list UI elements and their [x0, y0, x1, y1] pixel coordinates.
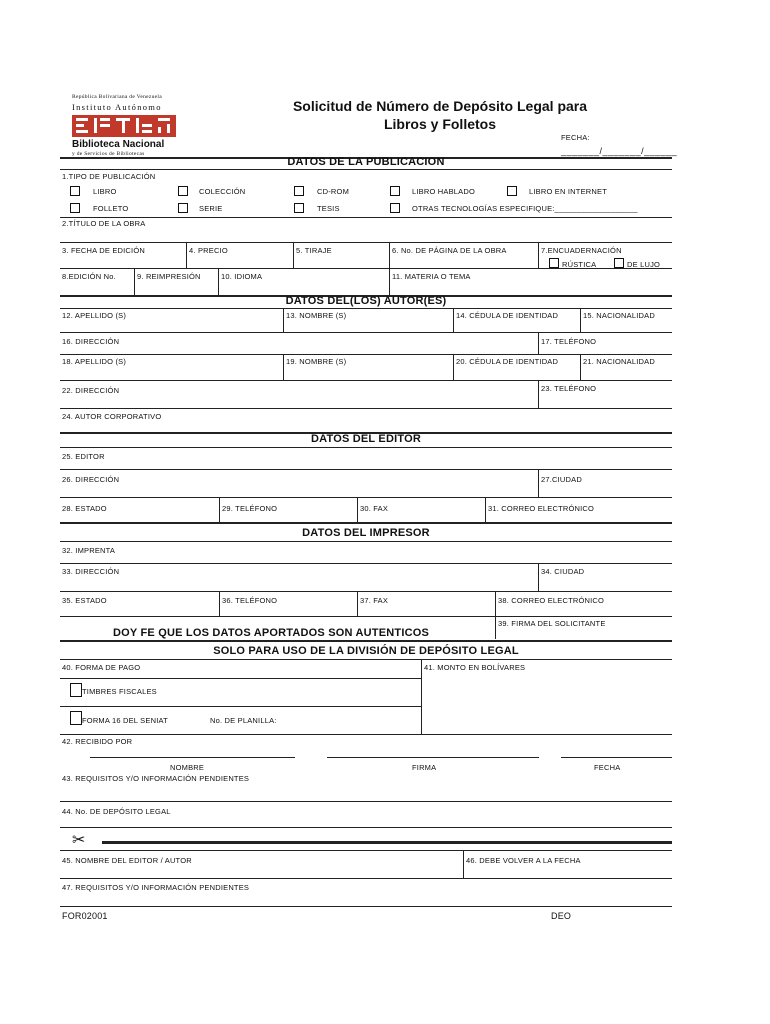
impresor-estado-label[interactable]: 35. ESTADO: [62, 596, 107, 605]
nombre-editor-45-label[interactable]: 45. NOMBRE DEL EDITOR / AUTOR: [62, 856, 192, 865]
declaracion-text: DOY FE QUE LOS DATOS APORTADOS SON AUTENTICOS: [113, 627, 430, 639]
planilla-label[interactable]: No. DE PLANILLA:: [210, 716, 277, 725]
divider: [60, 242, 672, 243]
section-title-impresor: DATOS DEL IMPRESOR: [302, 527, 430, 539]
divider: [60, 878, 672, 879]
divider: [538, 242, 539, 268]
checkbox-serie[interactable]: [178, 203, 188, 213]
option-otras: OTRAS TECNOLOGÍAS ESPECIFIQUE:___________________: [412, 204, 638, 213]
tipo-publicacion-label: 1.TIPO DE PUBLICACIÓN: [62, 172, 156, 181]
divider: [283, 308, 284, 332]
divider: [60, 268, 672, 269]
pagina-label[interactable]: 6. No. DE PÁGINA DE LA OBRA: [392, 246, 507, 255]
divider: [60, 332, 672, 333]
divider: [580, 354, 581, 380]
logo-name-text: Biblioteca Nacional: [72, 139, 165, 150]
checkbox-otras[interactable]: [390, 203, 400, 213]
option-folleto: FOLLETO: [93, 204, 129, 213]
checkbox-de-lujo[interactable]: [614, 258, 624, 268]
logo-emblem: [72, 115, 176, 137]
nombre-2-label[interactable]: 19. NOMBRE (S): [286, 357, 347, 366]
checkbox-coleccion[interactable]: [178, 186, 188, 196]
timbres-label: TIMBRES FISCALES: [82, 687, 157, 696]
forma-pago-label: 40. FORMA DE PAGO: [62, 663, 141, 672]
cedula-1-label[interactable]: 14. CÉDULA DE IDENTIDAD: [456, 311, 559, 320]
divider: [60, 497, 672, 498]
divider: [60, 380, 672, 381]
divider: [453, 354, 454, 380]
checkbox-timbres[interactable]: [70, 683, 82, 697]
editor-estado-label[interactable]: 28. ESTADO: [62, 504, 107, 513]
section-title-editor: DATOS DEL EDITOR: [311, 433, 421, 445]
fecha-edicion-label[interactable]: 3. FECHA DE EDICIÓN: [62, 246, 145, 255]
checkbox-libro-internet[interactable]: [507, 186, 517, 196]
option-libro-hablado: LIBRO HABLADO: [412, 187, 476, 196]
divider: [60, 217, 672, 218]
nombre-1-label[interactable]: 13. NOMBRE (S): [286, 311, 347, 320]
direccion-2-label[interactable]: 22. DIRECCIÓN: [62, 386, 120, 395]
option-tesis: TESIS: [317, 204, 340, 213]
impresor-ciudad-label[interactable]: 34. CIUDAD: [541, 567, 585, 576]
option-serie: SERIE: [199, 204, 223, 213]
requisitos-43-label[interactable]: 43. REQUISITOS Y/O INFORMACIÓN PENDIENTES: [62, 774, 250, 783]
edicion-no-label[interactable]: 8.EDICIÓN No.: [62, 272, 116, 281]
divider: [60, 563, 672, 564]
checkbox-folleto[interactable]: [70, 203, 80, 213]
editor-correo-label[interactable]: 31. CORREO ELECTRÓNICO: [488, 504, 595, 513]
tiraje-label[interactable]: 5. TIRAJE: [296, 246, 332, 255]
fecha-label: FECHA:: [561, 133, 590, 142]
divider: [538, 563, 539, 591]
checkbox-tesis[interactable]: [294, 203, 304, 213]
divider: [60, 541, 672, 542]
nacionalidad-2-label[interactable]: 21. NACIONALIDAD: [583, 357, 655, 366]
nacionalidad-1-label[interactable]: 15. NACIONALIDAD: [583, 311, 655, 320]
apellido-1-label[interactable]: 12. APELLIDO (S): [62, 311, 127, 320]
divider: [218, 268, 219, 296]
divider: [60, 678, 421, 679]
divider: [389, 242, 390, 296]
editor-direccion-label[interactable]: 26. DIRECCIÓN: [62, 475, 120, 484]
impresor-telefono-label[interactable]: 36. TELÉFONO: [222, 596, 278, 605]
divider: [134, 268, 135, 296]
section-title-division: SOLO PARA USO DE LA DIVISIÓN DE DEPÓSITO LEGAL: [213, 645, 519, 657]
editor-ciudad-label[interactable]: 27.CIUDAD: [541, 475, 582, 484]
apellido-2-label[interactable]: 18. APELLIDO (S): [62, 357, 127, 366]
form-code: FOR02001: [62, 911, 108, 921]
option-libro: LIBRO: [93, 187, 117, 196]
telefono-2-label[interactable]: 23. TELÉFONO: [541, 384, 597, 393]
cut-line: [102, 841, 672, 844]
option-cdrom: CD-ROM: [317, 187, 350, 196]
checkbox-libro[interactable]: [70, 186, 80, 196]
divider: [60, 522, 672, 524]
editor-telefono-label[interactable]: 29. TELÉFONO: [222, 504, 278, 513]
divider: [60, 801, 672, 802]
divider: [60, 616, 672, 617]
divider: [357, 497, 358, 522]
divider: [60, 169, 672, 170]
cedula-2-label[interactable]: 20. CÉDULA DE IDENTIDAD: [456, 357, 559, 366]
divider: [538, 332, 539, 354]
firma-solicitante-label[interactable]: 39. FIRMA DEL SOLICITANTE: [498, 619, 606, 628]
checkbox-forma16[interactable]: [70, 711, 82, 725]
divider: [283, 354, 284, 380]
logo-republic-text: República Bolivariana de Venezuela: [72, 94, 162, 100]
divider: [219, 497, 220, 522]
checkbox-rustica[interactable]: [549, 258, 559, 268]
divider: [60, 408, 672, 409]
forma16-label: FORMA 16 DEL SENIAT: [82, 716, 168, 725]
divider: [60, 659, 672, 660]
divider: [485, 497, 486, 522]
divider: [538, 469, 539, 497]
divider: [60, 591, 672, 592]
idioma-label[interactable]: 10. IDIOMA: [221, 272, 263, 281]
deo-code: DEO: [551, 911, 572, 921]
signature-line-fecha: [561, 757, 672, 758]
divider: [60, 706, 421, 707]
divider: [463, 850, 464, 878]
debe-volver-46-label[interactable]: 46. DEBE VOLVER A LA FECHA: [466, 856, 581, 865]
divider: [186, 242, 187, 268]
divider: [60, 734, 672, 735]
monto-label[interactable]: 41. MONTO EN BOLÍVARES: [424, 663, 526, 672]
signature-line-nombre: [90, 757, 295, 758]
divider: [60, 447, 672, 448]
divider: [219, 591, 220, 616]
divider: [580, 308, 581, 332]
divider: [60, 850, 672, 851]
form-title-line2: Libros y Folletos: [383, 116, 496, 133]
impresor-correo-label[interactable]: 38. CORREO ELECTRÓNICO: [498, 596, 605, 605]
autor-corporativo-label[interactable]: 24. AUTOR CORPORATIVO: [62, 412, 162, 421]
divider: [60, 469, 672, 470]
checkbox-libro-hablado[interactable]: [390, 186, 400, 196]
impresor-fax-label[interactable]: 37. FAX: [360, 596, 389, 605]
fecha-blank[interactable]: _______/_______/______: [561, 146, 678, 156]
divider: [60, 640, 672, 642]
firma-caption: FIRMA: [412, 763, 437, 772]
divider: [60, 827, 672, 828]
impresor-direccion-label[interactable]: 33. DIRECCIÓN: [62, 567, 120, 576]
divider: [421, 659, 422, 734]
divider: [538, 380, 539, 408]
divider: [357, 591, 358, 616]
divider: [495, 591, 496, 639]
section-title-publicacion: DATOS DE LA PUBLICACION: [287, 156, 445, 168]
reimpresion-label[interactable]: 9. REIMPRESIÓN: [137, 272, 201, 281]
direccion-1-label[interactable]: 16. DIRECCIÓN: [62, 337, 120, 346]
editor-fax-label[interactable]: 30. FAX: [360, 504, 389, 513]
rustica-label: RÚSTICA: [562, 260, 597, 269]
form-title-line1: Solicitud de Número de Depósito Legal para: [292, 98, 588, 114]
titulo-obra-label[interactable]: 2.TÍTULO DE LA OBRA: [62, 219, 146, 228]
fecha-caption: FECHA: [594, 763, 621, 772]
editor-label[interactable]: 25. EDITOR: [62, 452, 105, 461]
logo-services-text: y de Servicios de Bibliotecas: [72, 151, 145, 157]
materia-label[interactable]: 11. MATERIA O TEMA: [392, 272, 471, 281]
checkbox-cdrom[interactable]: [294, 186, 304, 196]
divider: [60, 906, 672, 907]
precio-label[interactable]: 4. PRECIO: [189, 246, 228, 255]
option-libro-internet: LIBRO EN INTERNET: [529, 187, 607, 196]
logo-institute-text: Instituto Autónomo: [72, 102, 162, 112]
imprenta-label[interactable]: 32. IMPRENTA: [62, 546, 116, 555]
telefono-1-label[interactable]: 17. TELÉFONO: [541, 337, 597, 346]
requisitos-47-label[interactable]: 47. REQUISITOS Y/O INFORMACIÓN PENDIENTES: [62, 883, 250, 892]
recibido-por-label: 42. RECIBIDO POR: [62, 737, 133, 746]
section-title-autores: DATOS DEL(LOS) AUTOR(ES): [285, 295, 447, 307]
deposito-legal-44-label[interactable]: 44. No. DE DEPÓSITO LEGAL: [62, 807, 171, 816]
form-title: [260, 97, 620, 133]
option-coleccion: COLECCIÓN: [199, 187, 246, 196]
encuadernacion-label: 7.ENCUADERNACIÓN: [541, 246, 622, 255]
signature-line-firma: [327, 757, 539, 758]
divider: [293, 242, 294, 268]
scissors-icon: ✂: [72, 832, 86, 849]
de-lujo-label: DE LUJO: [627, 260, 661, 269]
nombre-caption: NOMBRE: [170, 763, 205, 772]
divider: [453, 308, 454, 332]
